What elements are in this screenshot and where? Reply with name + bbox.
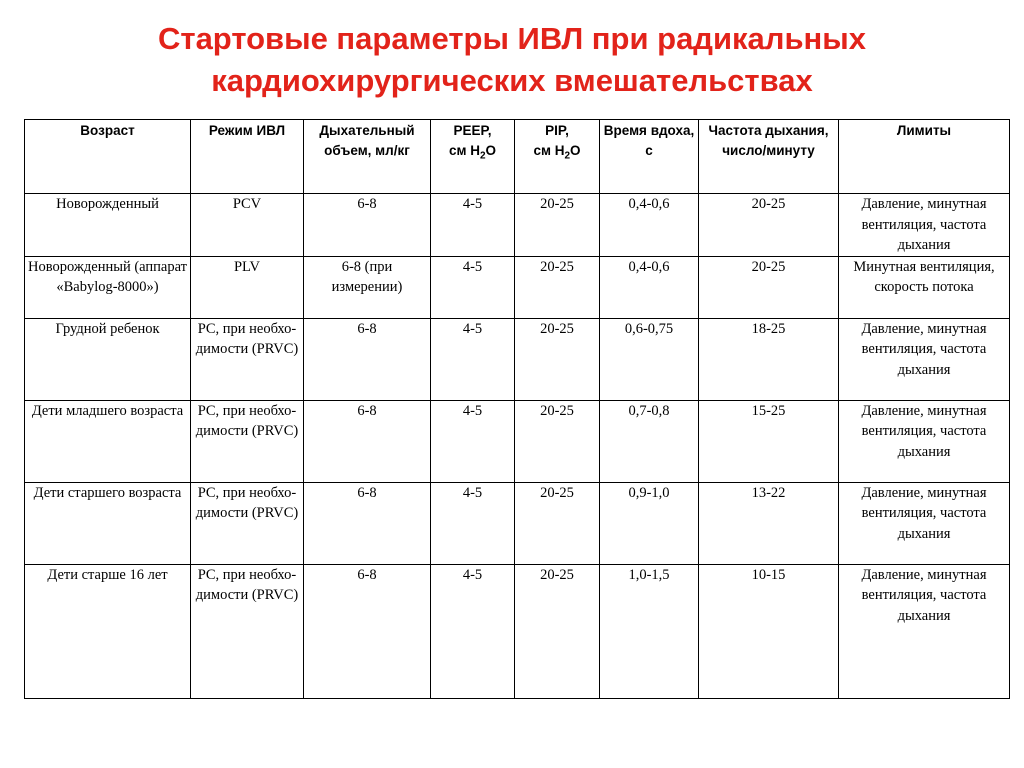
cell-age: Новорожденный [25, 194, 191, 257]
header-pip-unit-post: O [570, 143, 581, 158]
cell-peep: 4-5 [431, 318, 515, 400]
cell-limits: Давление, минутная вентиляция, частота дыхания [839, 318, 1010, 400]
cell-inspiration-time: 0,6-0,75 [600, 318, 699, 400]
table-row [25, 564, 1010, 698]
table-row [25, 194, 1010, 257]
cell-inspiration-time: 0,7-0,8 [600, 400, 699, 482]
page-title-line-1: Стартовые параметры ИВЛ при радикальных [158, 21, 866, 56]
table-row [25, 482, 1010, 564]
cell-peep: 4-5 [431, 400, 515, 482]
header-peep-label: PEEP, [453, 123, 492, 138]
header-peep-unit-post: O [485, 143, 497, 158]
cell-mode: PCV [191, 194, 304, 257]
table-row [25, 400, 1010, 482]
header-inspiration-time: Время вдоха, с [600, 120, 699, 194]
cell-tidal-volume: 6-8 [304, 318, 431, 400]
header-pip-unit-pre: см H [533, 143, 565, 158]
cell-age: Дети старше 16 лет [25, 564, 191, 698]
header-peep [431, 120, 515, 194]
cell-pip: 20-25 [515, 256, 600, 318]
cell-limits: Минутная вентиляция, скорость потока [839, 256, 1010, 318]
cell-age: Дети младшего возраста [25, 400, 191, 482]
cell-pip: 20-25 [515, 482, 600, 564]
cell-respiratory-rate: 20-25 [699, 194, 839, 257]
ventilation-parameters-table [24, 119, 1010, 699]
cell-tidal-volume: 6-8 [304, 482, 431, 564]
cell-tidal-volume: 6-8 [304, 400, 431, 482]
table-row [25, 318, 1010, 400]
cell-limits: Давление, минутная вентиляция, частота дыхания [839, 400, 1010, 482]
cell-peep: 4-5 [431, 482, 515, 564]
header-age: Возраст [25, 120, 191, 194]
header-peep-unit [448, 143, 497, 162]
header-pip-label: PIP, [545, 123, 569, 138]
cell-peep: 4-5 [431, 564, 515, 698]
header-respiratory-rate: Частота дыхания, число/минуту [699, 120, 839, 194]
cell-pip: 20-25 [515, 400, 600, 482]
cell-age: Грудной ребенок [25, 318, 191, 400]
header-peep-unit-sub: 2 [479, 150, 486, 162]
cell-respiratory-rate: 15-25 [699, 400, 839, 482]
header-pip-unit [533, 143, 581, 162]
page-title [0, 18, 1024, 102]
cell-mode: PLV [191, 256, 304, 318]
cell-pip: 20-25 [515, 564, 600, 698]
cell-respiratory-rate: 18-25 [699, 318, 839, 400]
cell-inspiration-time: 1,0-1,5 [600, 564, 699, 698]
cell-mode: PC, при необхо-димости (PRVC) [191, 564, 304, 698]
header-pip [515, 120, 600, 194]
cell-tidal-volume: 6-8 [304, 564, 431, 698]
cell-peep: 4-5 [431, 256, 515, 318]
cell-mode: PC, при необхо-димости (PRVC) [191, 400, 304, 482]
cell-age: Дети старшего возраста [25, 482, 191, 564]
header-tidal-volume: Дыхательный объем, мл/кг [304, 120, 431, 194]
cell-respiratory-rate: 20-25 [699, 256, 839, 318]
cell-age: Новорожденный (аппарат «Babylog-8000») [25, 256, 191, 318]
cell-peep: 4-5 [431, 194, 515, 257]
cell-limits: Давление, минутная вентиляция, частота дыхания [839, 564, 1010, 698]
table-header-row [25, 120, 1010, 194]
page-title-line-2: кардиохирургических вмешательствах [211, 63, 813, 98]
cell-limits: Давление, минутная вентиляция, частота дыхания [839, 194, 1010, 257]
cell-mode: PC, при необхо-димости (PRVC) [191, 482, 304, 564]
cell-respiratory-rate: 10-15 [699, 564, 839, 698]
cell-inspiration-time: 0,4-0,6 [600, 256, 699, 318]
cell-inspiration-time: 0,4-0,6 [600, 194, 699, 257]
header-peep-unit-pre: см H [448, 143, 480, 158]
cell-tidal-volume: 6-8 (при измерении) [304, 256, 431, 318]
header-pip-unit-sub: 2 [564, 150, 571, 162]
table-row [25, 256, 1010, 318]
cell-limits: Давление, минутная вентиляция, частота дыхания [839, 482, 1010, 564]
header-mode: Режим ИВЛ [191, 120, 304, 194]
cell-inspiration-time: 0,9-1,0 [600, 482, 699, 564]
cell-respiratory-rate: 13-22 [699, 482, 839, 564]
cell-pip: 20-25 [515, 194, 600, 257]
header-limits: Лимиты [839, 120, 1010, 194]
cell-pip: 20-25 [515, 318, 600, 400]
cell-mode: PC, при необхо-димости (PRVC) [191, 318, 304, 400]
cell-tidal-volume: 6-8 [304, 194, 431, 257]
